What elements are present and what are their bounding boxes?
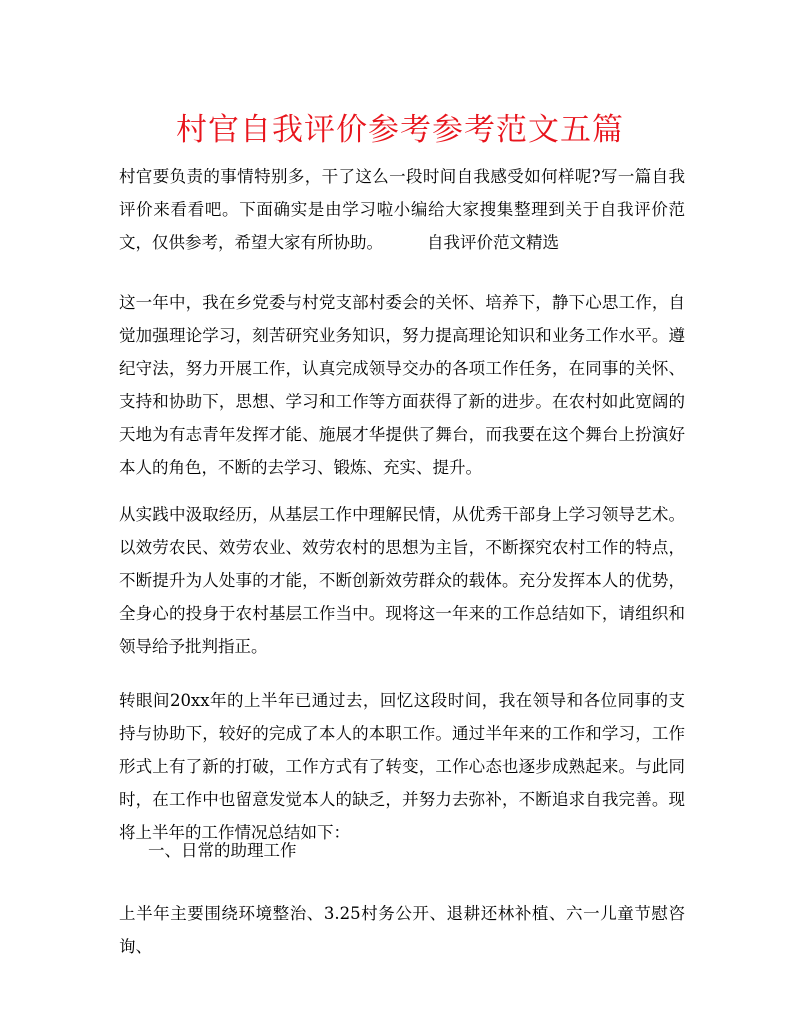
section-heading-1: 一、日常的助理工作 xyxy=(148,841,297,860)
intro-paragraph xyxy=(119,160,685,259)
intro-text: 村官要负责的事情特别多，干了这么一段时间自我感受如何样呢?写一篇自我评价来看看吧。下面确实是由学习啦小编给大家搜集整理到关于自我评价范文，仅供参考，希望大家有所协助。 xyxy=(119,167,685,252)
intro-subheading: 自我评价范文精选 xyxy=(427,233,559,252)
document-title: 村官自我评价参考参考范文五篇 xyxy=(176,112,624,148)
paragraph-2: 从实践中汲取经历，从基层工作中理解民情，从优秀干部身上学习领导艺术。以效劳农民、效劳农业、效劳农村的思想为主旨，不断探究农村工作的特点，不断提升为人处事的才能，不断创新效劳群众的载体。充分发挥本人的优势，全身心的投身于农村基层工作当中。现将这一年来的工作总结如下，请组织和领导给予批判指正。 xyxy=(119,505,685,656)
paragraph-4: 上半年主要围绕环境整治、3.25村务公开、退耕还林补植、六一儿童节慰咨询、 xyxy=(119,904,685,956)
paragraph-1: 这一年中，我在乡党委与村党支部村委会的关怀、培养下，静下心思工作，自觉加强理论学习，刻苦研究业务知识，努力提高理论知识和业务工作水平。遵纪守法，努力开展工作，认真完成领导交办的各项工作任务，在同事的关怀、支持和协助下，思想、学习和工作等方面获得了新的进步。在农村如此宽阔的天地为有志青年发挥才能、施展才华提供了舞台，而我要在这个舞台上扮演好本人的角色，不断的去学习、锻炼、充实、提升。 xyxy=(119,293,685,477)
paragraph-3: 转眼间20xx年的上半年已通过去，回忆这段时间，我在领导和各位同事的支持与协助下，较好的完成了本人的本职工作。通过半年来的工作和学习，工作形式上有了新的打破，工作方式有了转变，工作心态也逐步成熟起来。与此同时，在工作中也留意发觉本人的缺乏，并努力去弥补，不断追求自我完善。现将上半年的工作情况总结如下： xyxy=(119,691,685,842)
